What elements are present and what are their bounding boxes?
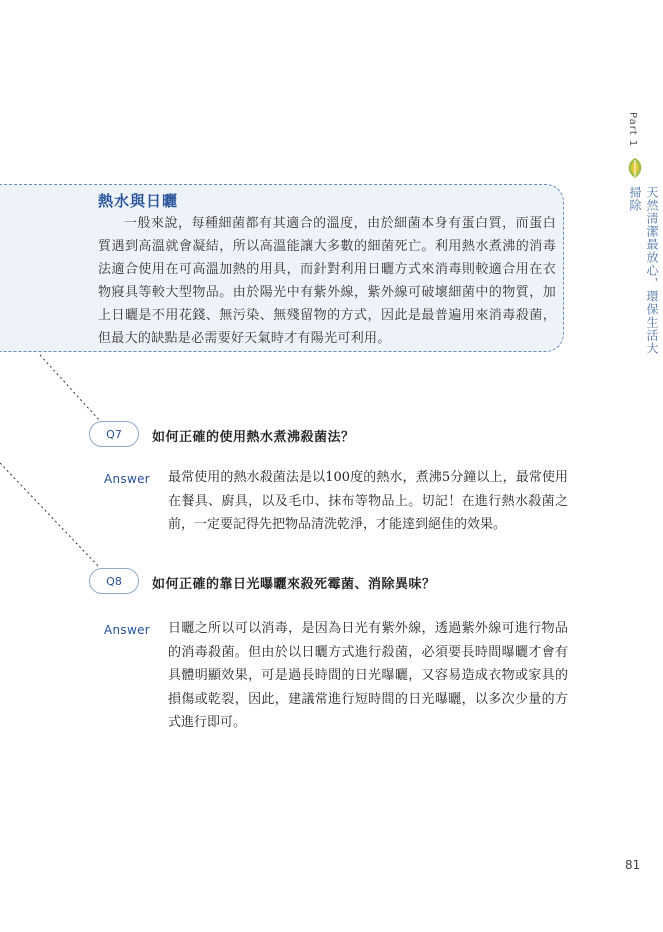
q8-question: 如何正確的靠日光曝曬來殺死霉菌、消除異味？ xyxy=(152,577,436,592)
q8-answer-label: Answer xyxy=(104,623,150,637)
connector-line-q7-to-q8 xyxy=(0,463,100,568)
q7-question: 如何正確的使用熱水煮沸殺菌法？ xyxy=(152,430,355,445)
page-number: 81 xyxy=(625,858,641,872)
leaf-icon xyxy=(623,156,647,180)
q7-answer-label: Answer xyxy=(104,472,150,486)
info-box-title: 熱水與日曬 xyxy=(98,192,179,210)
q8-answer-text: 日曬之所以可以消毒，是因為日光有紫外線，透過紫外線可進行物品的消毒殺菌。但由於以日曬方式進行殺菌，必須要長時間曝曬才會有具體明顯效果，可是過長時間的日光曝曬，又容易造成衣物或家具的損傷或乾裂，因此，建議常進行短時間的日光曝曬，以多次少量的方式進行即可。 xyxy=(168,621,568,730)
q7-answer-text: 最常使用的熱水殺菌法是以100度的熱水，煮沸5分鐘以上，最常使用在餐具、廚具，以及毛巾、抹布等物品上。切記！在進行熱水殺菌之前，一定要記得先把物品清洗乾淨，才能達到絕佳的效果。 xyxy=(168,470,568,532)
info-box-body: 一般來說，每種細菌都有其適合的溫度，由於細菌本身有蛋白質，而蛋白質遇到高溫就會凝結，所以高溫能讓大多數的細菌死亡。利用熱水煮沸的消毒法適合使用在可高溫加熱的用具，而針對利用日曬方式來消毒則較適合用在衣物寢具等較大型物品。由於陽光中有紫外線，紫外線可破壞細菌中的物質，加上日曬是不用花錢、無污染、無殘留物的方式，因此是最普遍用來消毒殺菌，但最大的缺點是必需要好天氣時才有陽光可利用。 xyxy=(98,216,556,346)
chapter-title: 天然清潔最放心，環保生活大掃除 xyxy=(628,186,659,355)
chapter-side-tab xyxy=(623,112,659,362)
q8-badge: Q8 xyxy=(89,568,139,594)
q7-badge: Q7 xyxy=(89,421,139,447)
connector-line-box-to-q7 xyxy=(40,355,100,421)
part-label: Part 1 xyxy=(627,112,638,148)
